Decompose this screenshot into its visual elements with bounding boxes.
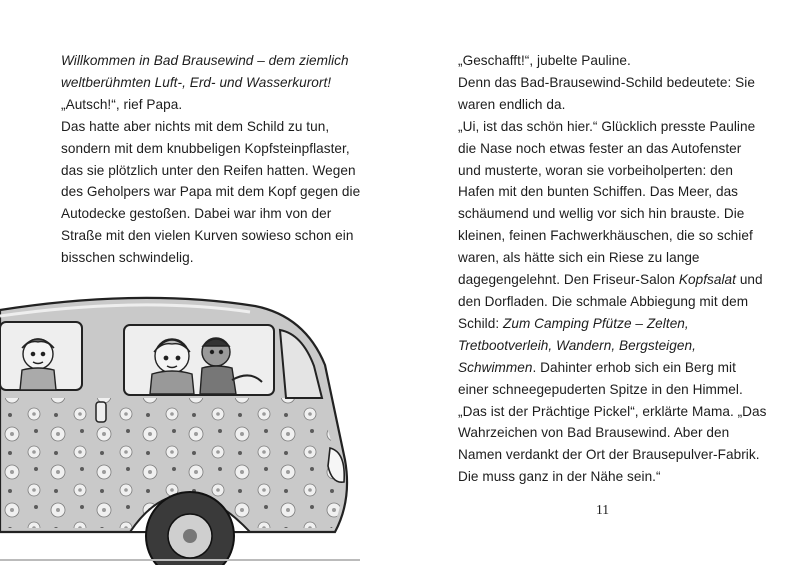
text-line: [458, 94, 758, 116]
body-text: Schild:: [458, 315, 503, 331]
body-text: und musterte, woran sie vorbeiholperten: den: [458, 162, 733, 178]
text-line: [61, 72, 381, 94]
text-line: [61, 160, 381, 182]
body-text: schäumend und wellig vor sich hin brauste. Die: [458, 206, 745, 222]
right-page: [400, 0, 800, 565]
text-line: [458, 335, 758, 357]
italic-text: Schwimmen: [458, 359, 533, 375]
body-text: „Autsch!“, rief Papa.: [61, 96, 183, 112]
italic-text: Zum Camping Pfütze – Zelten,: [502, 315, 689, 331]
body-text: bisschen schwindelig.: [61, 250, 194, 266]
text-line: [458, 269, 763, 291]
body-text: die Nase noch etwas fester an das Autofenster: [458, 140, 742, 156]
page-number: 11: [596, 502, 610, 517]
body-text: Die muss ganz in der Nähe sein.“: [458, 469, 661, 485]
text-line: [61, 225, 381, 247]
text-line: [458, 247, 758, 269]
body-text: einer schneegepuderten Spitze in den Himmel.: [458, 381, 743, 397]
body-text: dagegengelehnt. Den Friseur-Salon: [458, 272, 679, 288]
body-text: Autodecke gestoßen. Dabei war ihm von der: [61, 206, 332, 222]
italic-text: Kopfsalat: [678, 272, 736, 288]
body-text: „Ui, ist das schön hier.“ Glücklich presste Pauline: [458, 118, 756, 134]
italic-text: Willkommen in Bad Brausewind – dem ziemlich: [61, 53, 349, 68]
text-line: [458, 50, 758, 72]
body-text: kleinen, feinen Fachwerkhäuschen, die so schief: [458, 228, 753, 244]
body-text: Hafen mit den bunten Schiffen. Das Meer, das: [458, 184, 739, 200]
body-text: sondern mit dem knubbeligen Kopfsteinpflaster,: [61, 140, 350, 156]
body-text: „Geschafft!“, jubelte Pauline.: [458, 53, 631, 68]
text-line: [61, 116, 381, 138]
text-line: [458, 160, 758, 182]
body-text: Das hatte aber nichts mit dem Schild zu tun,: [61, 118, 330, 134]
door-handle: [96, 402, 106, 422]
text-line: [458, 313, 758, 335]
left-page-text: [61, 50, 381, 269]
middle-window: [124, 325, 274, 395]
text-line: [61, 181, 381, 203]
body-text: und: [736, 272, 763, 288]
text-line: [61, 138, 381, 160]
body-text: des Geholpers war Papa mit dem Kopf gegen die: [61, 184, 361, 200]
text-line: [61, 247, 381, 269]
text-line: [61, 50, 381, 72]
right-page-text: [458, 50, 767, 488]
body-text: den Dorfladen. Die schmale Abbiegung mit dem: [458, 293, 749, 309]
text-line: [458, 466, 758, 488]
body-text: waren endlich da.: [458, 96, 566, 112]
text-line: [458, 357, 758, 379]
text-line: [458, 72, 758, 94]
body-text: . Dahinter erhob sich ein Berg mit: [532, 359, 736, 375]
italic-text: Tretbootverleih, Wandern, Bergsteigen,: [458, 337, 696, 353]
body-text: „Das ist der Prächtige Pickel“, erklärte Mama. „Das: [458, 403, 767, 419]
text-line: [458, 203, 758, 225]
text-line: [458, 138, 758, 160]
body-text: Namen verdankt der Ort der Brausepulver-Fabrik.: [458, 447, 760, 463]
text-line: [458, 379, 758, 401]
italic-text: weltberühmten Luft-, Erd- und Wasserkurort!: [61, 74, 332, 90]
text-line: [61, 94, 381, 116]
text-line: [458, 422, 758, 444]
camper-van-illustration: [0, 270, 360, 565]
text-line: [458, 444, 758, 466]
body-text: waren, als hätte sich ein Riese zu lange: [458, 250, 700, 266]
body-text: Denn das Bad-Brausewind-Schild bedeutete: Sie: [458, 74, 755, 90]
text-line: [61, 203, 381, 225]
text-line: [458, 291, 758, 313]
text-line: [458, 401, 767, 423]
body-text: Straße mit den vielen Kurven sowieso schon ein: [61, 228, 354, 244]
text-line: [458, 116, 758, 138]
text-line: [458, 181, 758, 203]
text-line: [458, 225, 758, 247]
body-text: das sie plötzlich unter den Reifen hatten. Wegen: [61, 162, 356, 178]
body-text: Wahrzeichen von Bad Brausewind. Aber den: [458, 425, 730, 441]
